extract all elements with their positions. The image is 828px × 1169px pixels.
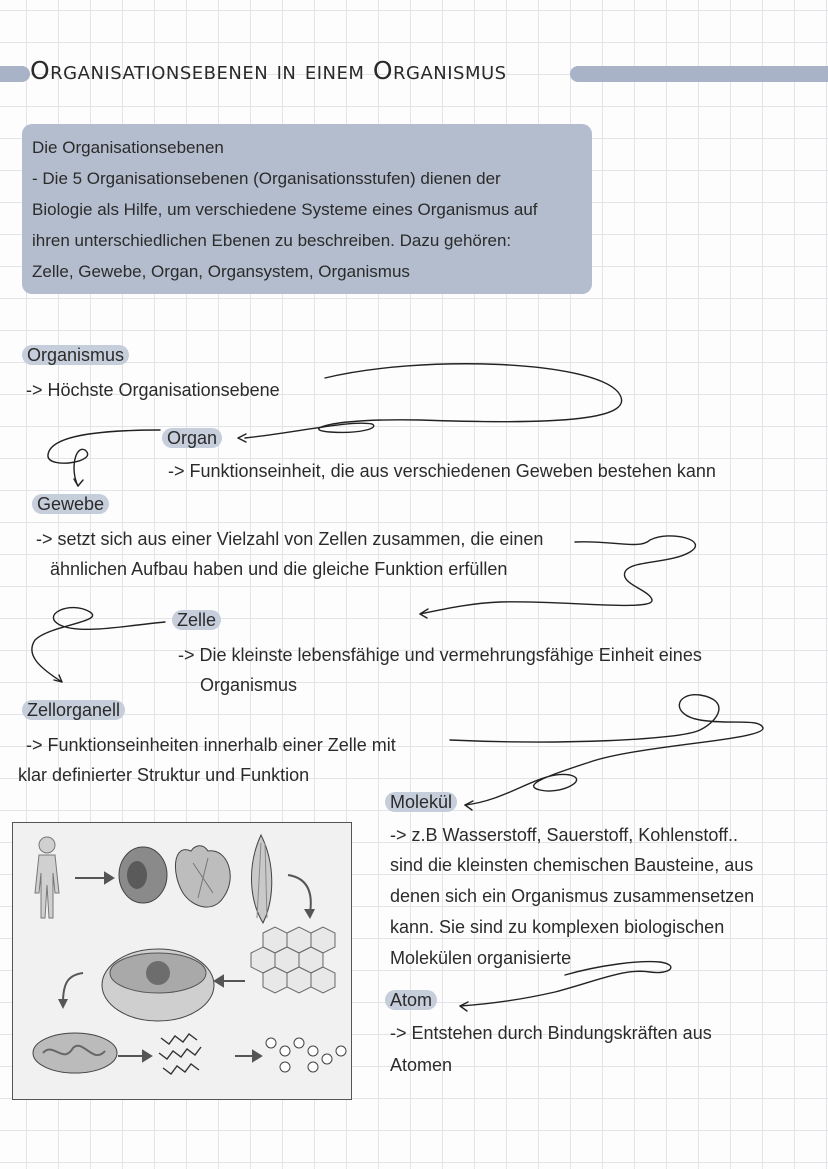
text-molekuel-5: Molekülen organisierte <box>390 948 572 968</box>
label-zellorganell: Zellorganell <box>22 700 125 721</box>
text-atom-1: -> Entstehen durch Bindungskräften aus <box>390 1023 712 1043</box>
page-title: Organisationsebenen in einem Organismus <box>30 56 507 85</box>
text-molekuel-1: -> z.B Wasserstoff, Sauerstoff, Kohlenstoff.. <box>390 825 739 845</box>
kidney-icon <box>119 847 167 903</box>
label-organismus: Organismus <box>22 345 129 366</box>
organisation-levels-illustration <box>12 822 352 1100</box>
text-gewebe-1: -> setzt sich aus einer Vielzahl von Zellen zusammen, die einen <box>36 529 544 549</box>
title-bar-right <box>570 66 828 82</box>
molecule-chains-icon <box>159 1034 201 1074</box>
text-molekuel-2: sind die kleinsten chemischen Bausteine, aus <box>390 855 754 875</box>
label-organ: Organ <box>162 428 222 449</box>
curved-arrow-icon <box>288 875 311 913</box>
intro-heading: Die Organisationsebenen <box>32 138 224 157</box>
text-organ: -> Funktionseinheit, die aus verschiedenen Geweben bestehen kann <box>168 461 716 481</box>
intro-line: Biologie als Hilfe, um verschiedene Systeme eines Organismus auf <box>32 200 538 219</box>
text-zelle-1: -> Die kleinste lebensfähige und vermehrungsfähige Einheit eines <box>178 645 702 665</box>
tissue-cells-icon <box>251 927 335 993</box>
title-bar-left <box>0 66 30 82</box>
text-zellorganell-2: klar definierter Struktur und Funktion <box>18 765 310 785</box>
label-molekuel: Molekül <box>385 792 457 813</box>
label-atom: Atom <box>385 990 437 1011</box>
heart-icon <box>175 846 230 907</box>
intro-line: - Die 5 Organisationsebenen (Organisationsstufen) dienen der <box>32 169 501 188</box>
text-molekuel-4: kann. Sie sind zu komplexen biologischen <box>390 917 725 937</box>
human-figure-icon <box>35 837 59 918</box>
text-gewebe-2: ähnlichen Aufbau haben und die gleiche Funktion erfüllen <box>50 559 508 579</box>
intro-box <box>22 124 592 294</box>
intro-line: Zelle, Gewebe, Organ, Organsystem, Organismus <box>32 262 410 281</box>
text-zellorganell-1: -> Funktionseinheiten innerhalb einer Zelle mit <box>26 735 396 755</box>
label-gewebe: Gewebe <box>32 494 109 515</box>
cell-icon <box>102 949 214 1021</box>
intro-line: ihren unterschiedlichen Ebenen zu beschreiben. Dazu gehören: <box>32 231 512 250</box>
text-atom-2: Atomen <box>390 1055 453 1075</box>
muscle-icon <box>251 835 271 923</box>
text-organismus: -> Höchste Organisationsebene <box>26 380 280 400</box>
text-zelle-2: Organismus <box>200 675 298 695</box>
mitochondrion-icon <box>33 1033 117 1073</box>
text-molekuel-3: denen sich ein Organismus zusammensetzen <box>390 886 755 906</box>
atoms-icon <box>266 1038 346 1072</box>
label-zelle: Zelle <box>172 610 221 631</box>
